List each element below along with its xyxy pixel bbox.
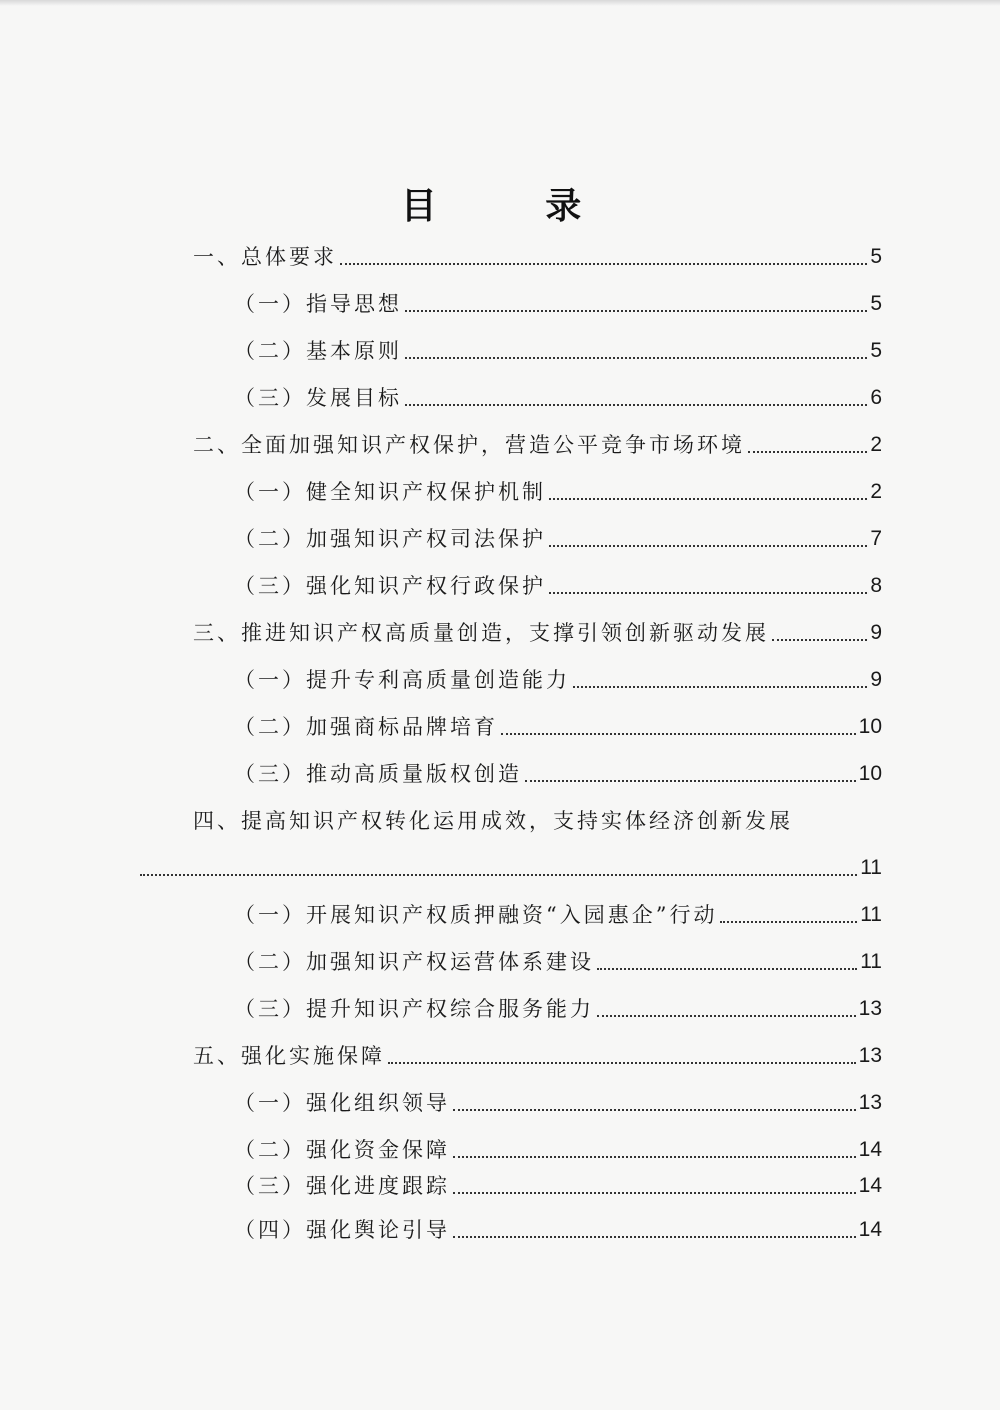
toc-page-number: 2 (870, 480, 882, 503)
toc-leader-dots (453, 1236, 856, 1238)
toc-leader-dots (573, 686, 867, 688)
toc-entry[interactable] (234, 334, 882, 368)
toc-entry[interactable] (234, 1169, 882, 1203)
toc-page-number: 5 (870, 245, 882, 268)
scan-edge (0, 0, 1000, 6)
toc-entry[interactable] (193, 240, 882, 274)
toc-leader-dots (405, 310, 867, 312)
toc-entry-text: （一）强化组织领导 (234, 1091, 450, 1115)
toc-entry-text: （三）推动高质量版权创造 (234, 762, 522, 786)
toc-page-number: 14 (858, 1218, 882, 1241)
toc-leader-dots (720, 921, 857, 923)
toc-entry[interactable] (234, 1133, 882, 1167)
toc-page-number: 8 (870, 574, 882, 597)
toc-entry[interactable] (234, 475, 882, 509)
toc-entry-text: （三）强化知识产权行政保护 (234, 574, 546, 598)
toc-entry-text: （二）加强知识产权司法保护 (234, 527, 546, 551)
toc-entry[interactable] (234, 757, 882, 791)
toc-page-number: 9 (870, 621, 882, 644)
toc-leader-dots (140, 874, 857, 876)
toc-entry-text: （三）提升知识产权综合服务能力 (234, 997, 594, 1021)
toc-page-number: 11 (860, 950, 882, 973)
toc-entry[interactable] (234, 1213, 882, 1247)
toc-entry-text: 二、全面加强知识产权保护，营造公平竞争市场环境 (193, 433, 745, 457)
toc-entry[interactable] (234, 569, 882, 603)
toc-page-number: 5 (870, 292, 882, 315)
toc-leader-dots (549, 592, 867, 594)
toc-entry-text[interactable]: 四、提高知识产权转化运用成效，支持实体经济创新发展 (193, 809, 793, 833)
toc-entry-text: （二）基本原则 (234, 339, 402, 363)
toc-entry-text: （三）发展目标 (234, 386, 402, 410)
toc-leader-dots (597, 968, 857, 970)
toc-leader-dots (597, 1015, 856, 1017)
toc-entry-text: （二）加强商标品牌培育 (234, 715, 498, 739)
toc-entry[interactable] (234, 1086, 882, 1120)
toc-leader-dots (453, 1109, 856, 1111)
toc-entry-text: 三、推进知识产权高质量创造，支撑引领创新驱动发展 (193, 621, 769, 645)
toc-leader-dots (748, 451, 867, 453)
toc-entry[interactable] (234, 663, 882, 697)
toc-leader-dots (501, 733, 856, 735)
toc-entry-text: （三）强化进度跟踪 (234, 1174, 450, 1198)
toc-entry[interactable] (193, 428, 882, 462)
toc-entry[interactable] (140, 851, 882, 885)
toc-leader-dots (453, 1156, 856, 1158)
toc-entry-text: （一）提升专利高质量创造能力 (234, 668, 570, 692)
toc-entry-text: （一）健全知识产权保护机制 (234, 480, 546, 504)
toc-leader-dots (388, 1062, 856, 1064)
toc-entry[interactable] (234, 992, 882, 1026)
toc-entry-text: （一）指导思想 (234, 292, 402, 316)
toc-entry-text: 一、总体要求 (193, 245, 337, 269)
toc-entry-text: （一）开展知识产权质押融资“入园惠企”行动 (234, 903, 718, 927)
toc-page-number: 14 (858, 1174, 882, 1197)
toc-page-number: 13 (858, 1044, 882, 1067)
toc-leader-dots (525, 780, 856, 782)
toc-entry-text: （二）强化资金保障 (234, 1138, 450, 1162)
toc-entry[interactable] (234, 287, 882, 321)
toc-leader-dots (549, 498, 867, 500)
toc-page-number: 11 (860, 856, 882, 879)
toc-page-number: 11 (860, 903, 882, 926)
toc-entry[interactable] (193, 1039, 882, 1073)
toc-entry-text: （二）加强知识产权运营体系建设 (234, 950, 594, 974)
toc-page-number: 10 (858, 762, 882, 785)
toc-page-number: 2 (870, 433, 882, 456)
toc-leader-dots (405, 404, 867, 406)
toc-page-number: 6 (870, 386, 882, 409)
toc-page-number: 9 (870, 668, 882, 691)
toc-leader-dots (453, 1192, 856, 1194)
toc-page-number: 14 (858, 1138, 882, 1161)
toc-page-number: 13 (858, 997, 882, 1020)
toc-entry[interactable] (234, 522, 882, 556)
toc-page-number: 13 (858, 1091, 882, 1114)
page-title: 目 录 (400, 186, 630, 227)
toc-leader-dots (340, 263, 867, 265)
toc-page-number: 10 (858, 715, 882, 738)
toc-leader-dots (549, 545, 867, 547)
toc-entry-text: （四）强化舆论引导 (234, 1218, 450, 1242)
toc-entry[interactable] (234, 898, 882, 932)
toc-entry[interactable] (234, 945, 882, 979)
toc-leader-dots (772, 639, 867, 641)
toc-entry[interactable] (234, 381, 882, 415)
toc-entry[interactable] (234, 710, 882, 744)
toc-leader-dots (405, 357, 867, 359)
toc-page-number: 5 (870, 339, 882, 362)
toc-entry-text: 五、强化实施保障 (193, 1044, 385, 1068)
toc-entry[interactable] (193, 616, 882, 650)
toc-page-number: 7 (870, 527, 882, 550)
